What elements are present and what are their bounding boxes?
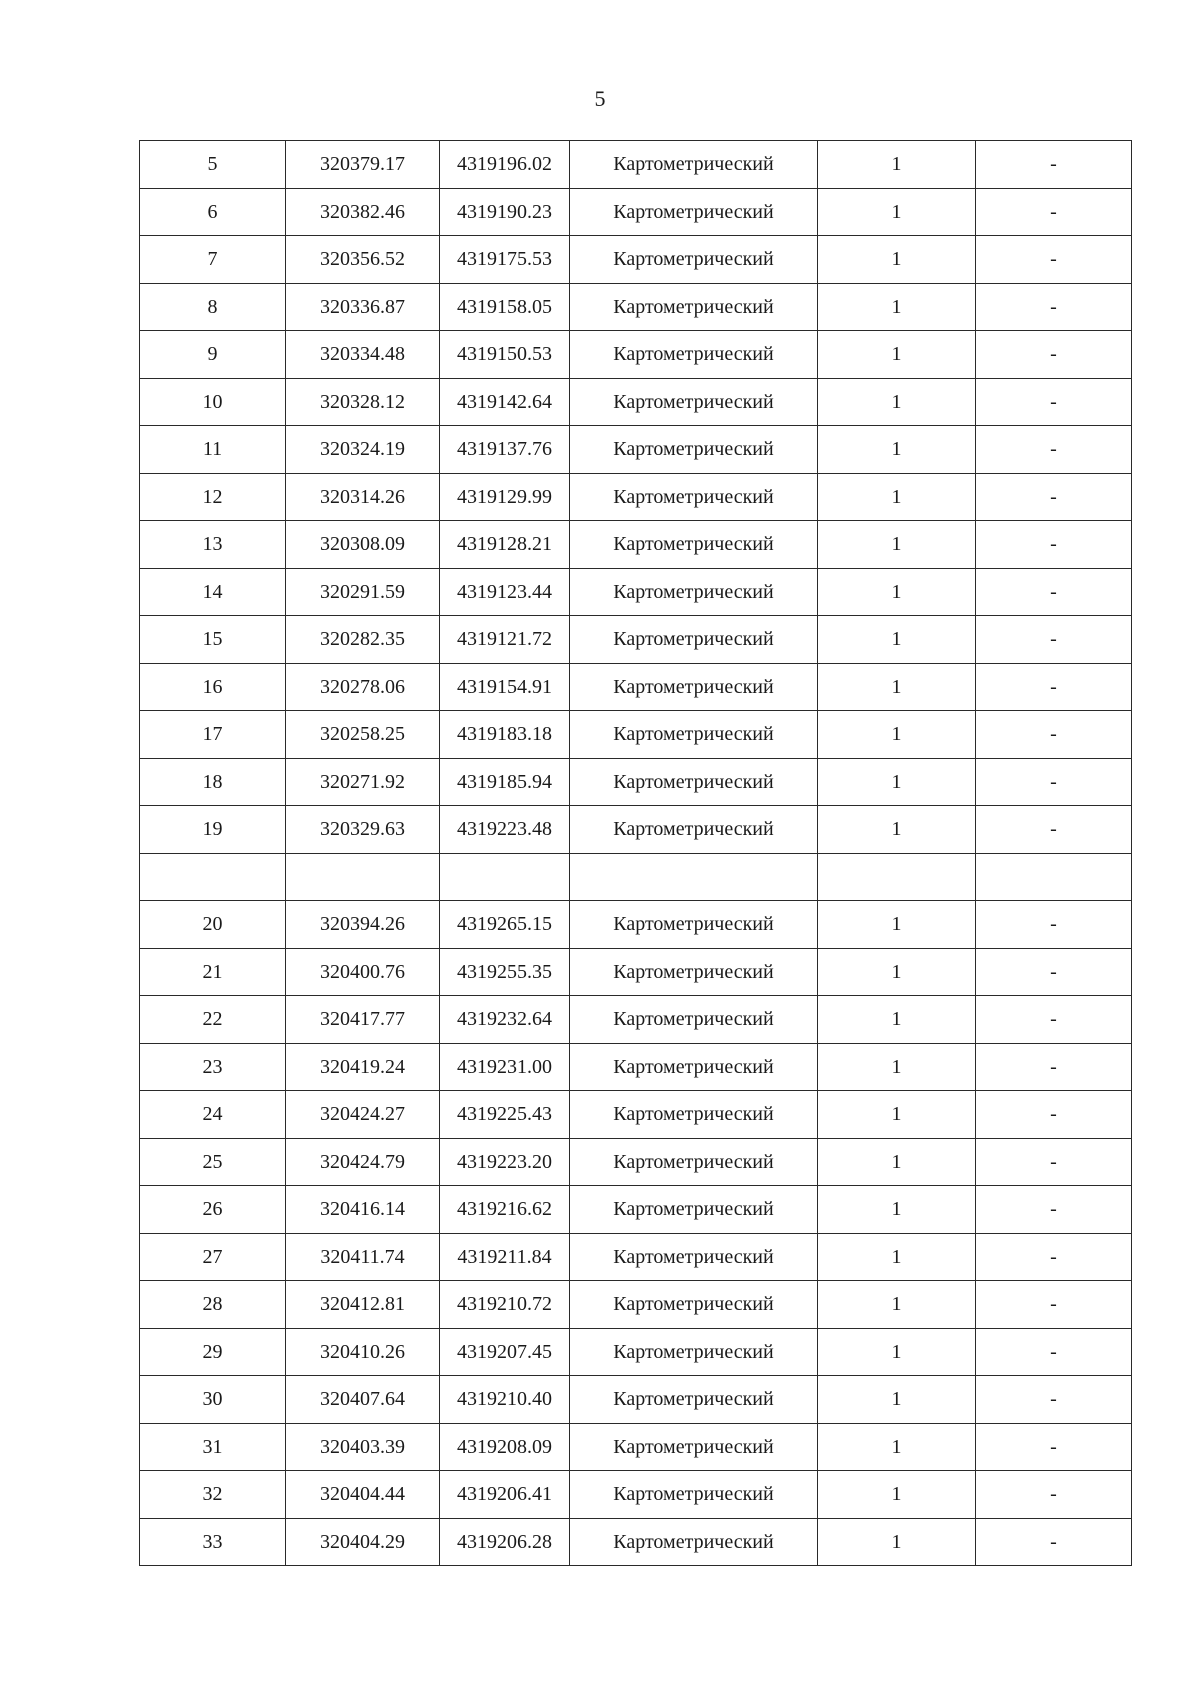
method-cell: Картометрический xyxy=(570,948,818,996)
description-cell: - xyxy=(976,806,1132,854)
point-number-cell xyxy=(140,853,286,901)
method-cell: Картометрический xyxy=(570,331,818,379)
accuracy-cell: 1 xyxy=(818,948,976,996)
x-coordinate-cell: 320282.35 xyxy=(286,616,440,664)
x-coordinate-cell: 320404.29 xyxy=(286,1518,440,1566)
point-number-cell: 25 xyxy=(140,1138,286,1186)
description-cell: - xyxy=(976,426,1132,474)
description-cell: - xyxy=(976,663,1132,711)
y-coordinate-cell: 4319210.40 xyxy=(440,1376,570,1424)
method-cell: Картометрический xyxy=(570,1281,818,1329)
y-coordinate-cell: 4319183.18 xyxy=(440,711,570,759)
point-number-cell: 13 xyxy=(140,521,286,569)
y-coordinate-cell xyxy=(440,853,570,901)
method-cell: Картометрический xyxy=(570,283,818,331)
x-coordinate-cell: 320394.26 xyxy=(286,901,440,949)
y-coordinate-cell: 4319216.62 xyxy=(440,1186,570,1234)
description-cell: - xyxy=(976,1376,1132,1424)
accuracy-cell xyxy=(818,853,976,901)
point-number-cell: 33 xyxy=(140,1518,286,1566)
x-coordinate-cell: 320291.59 xyxy=(286,568,440,616)
y-coordinate-cell: 4319137.76 xyxy=(440,426,570,474)
description-cell: - xyxy=(976,473,1132,521)
x-coordinate-cell xyxy=(286,853,440,901)
x-coordinate-cell: 320329.63 xyxy=(286,806,440,854)
point-number-cell: 18 xyxy=(140,758,286,806)
y-coordinate-cell: 4319225.43 xyxy=(440,1091,570,1139)
y-coordinate-cell: 4319196.02 xyxy=(440,141,570,189)
y-coordinate-cell: 4319128.21 xyxy=(440,521,570,569)
accuracy-cell: 1 xyxy=(818,1281,976,1329)
x-coordinate-cell: 320308.09 xyxy=(286,521,440,569)
y-coordinate-cell: 4319129.99 xyxy=(440,473,570,521)
y-coordinate-cell: 4319223.48 xyxy=(440,806,570,854)
table-row xyxy=(140,1091,1132,1139)
method-cell: Картометрический xyxy=(570,1138,818,1186)
point-number-cell: 10 xyxy=(140,378,286,426)
accuracy-cell: 1 xyxy=(818,426,976,474)
x-coordinate-cell: 320424.79 xyxy=(286,1138,440,1186)
accuracy-cell: 1 xyxy=(818,188,976,236)
table-row xyxy=(140,948,1132,996)
method-cell: Картометрический xyxy=(570,1091,818,1139)
table-row-empty xyxy=(140,853,1132,901)
accuracy-cell: 1 xyxy=(818,283,976,331)
point-number-cell: 21 xyxy=(140,948,286,996)
accuracy-cell: 1 xyxy=(818,1233,976,1281)
table-row xyxy=(140,806,1132,854)
method-cell: Картометрический xyxy=(570,996,818,1044)
description-cell: - xyxy=(976,1091,1132,1139)
accuracy-cell: 1 xyxy=(818,1328,976,1376)
y-coordinate-cell: 4319154.91 xyxy=(440,663,570,711)
table-row xyxy=(140,473,1132,521)
description-cell: - xyxy=(976,758,1132,806)
description-cell: - xyxy=(976,1328,1132,1376)
description-cell: - xyxy=(976,1138,1132,1186)
point-number-cell: 27 xyxy=(140,1233,286,1281)
table-row xyxy=(140,378,1132,426)
method-cell: Картометрический xyxy=(570,378,818,426)
accuracy-cell: 1 xyxy=(818,378,976,426)
method-cell: Картометрический xyxy=(570,1233,818,1281)
method-cell: Картометрический xyxy=(570,1423,818,1471)
y-coordinate-cell: 4319210.72 xyxy=(440,1281,570,1329)
table-row xyxy=(140,1186,1132,1234)
x-coordinate-cell: 320410.26 xyxy=(286,1328,440,1376)
table-row xyxy=(140,663,1132,711)
point-number-cell: 9 xyxy=(140,331,286,379)
point-number-cell: 5 xyxy=(140,141,286,189)
point-number-cell: 31 xyxy=(140,1423,286,1471)
method-cell: Картометрический xyxy=(570,1471,818,1519)
accuracy-cell: 1 xyxy=(818,1043,976,1091)
method-cell: Картометрический xyxy=(570,1328,818,1376)
description-cell: - xyxy=(976,711,1132,759)
y-coordinate-cell: 4319121.72 xyxy=(440,616,570,664)
table-row xyxy=(140,1233,1132,1281)
table-row xyxy=(140,331,1132,379)
point-number-cell: 8 xyxy=(140,283,286,331)
method-cell: Картометрический xyxy=(570,473,818,521)
description-cell xyxy=(976,853,1132,901)
table-row xyxy=(140,1281,1132,1329)
x-coordinate-cell: 320407.64 xyxy=(286,1376,440,1424)
table-row xyxy=(140,1043,1132,1091)
y-coordinate-cell: 4319190.23 xyxy=(440,188,570,236)
accuracy-cell: 1 xyxy=(818,1091,976,1139)
description-cell: - xyxy=(976,378,1132,426)
accuracy-cell: 1 xyxy=(818,236,976,284)
description-cell: - xyxy=(976,1233,1132,1281)
table-row xyxy=(140,283,1132,331)
y-coordinate-cell: 4319207.45 xyxy=(440,1328,570,1376)
table-row xyxy=(140,426,1132,474)
y-coordinate-cell: 4319208.09 xyxy=(440,1423,570,1471)
description-cell: - xyxy=(976,996,1132,1044)
point-number-cell: 30 xyxy=(140,1376,286,1424)
page-number: 5 xyxy=(594,86,606,111)
y-coordinate-cell: 4319206.41 xyxy=(440,1471,570,1519)
x-coordinate-cell: 320271.92 xyxy=(286,758,440,806)
point-number-cell: 17 xyxy=(140,711,286,759)
method-cell: Картометрический xyxy=(570,616,818,664)
method-cell: Картометрический xyxy=(570,1376,818,1424)
accuracy-cell: 1 xyxy=(818,1518,976,1566)
table-row xyxy=(140,1376,1132,1424)
accuracy-cell: 1 xyxy=(818,663,976,711)
description-cell: - xyxy=(976,331,1132,379)
y-coordinate-cell: 4319123.44 xyxy=(440,568,570,616)
point-number-cell: 6 xyxy=(140,188,286,236)
table-row xyxy=(140,1328,1132,1376)
x-coordinate-cell: 320379.17 xyxy=(286,141,440,189)
point-number-cell: 26 xyxy=(140,1186,286,1234)
point-number-cell: 24 xyxy=(140,1091,286,1139)
accuracy-cell: 1 xyxy=(818,568,976,616)
method-cell: Картометрический xyxy=(570,806,818,854)
method-cell: Картометрический xyxy=(570,1518,818,1566)
accuracy-cell: 1 xyxy=(818,1186,976,1234)
method-cell: Картометрический xyxy=(570,901,818,949)
point-number-cell: 28 xyxy=(140,1281,286,1329)
y-coordinate-cell: 4319255.35 xyxy=(440,948,570,996)
point-number-cell: 29 xyxy=(140,1328,286,1376)
point-number-cell: 11 xyxy=(140,426,286,474)
coordinates-table-body xyxy=(140,141,1132,1566)
x-coordinate-cell: 320334.48 xyxy=(286,331,440,379)
accuracy-cell: 1 xyxy=(818,521,976,569)
description-cell: - xyxy=(976,1423,1132,1471)
table-row xyxy=(140,1518,1132,1566)
x-coordinate-cell: 320382.46 xyxy=(286,188,440,236)
table-row xyxy=(140,1423,1132,1471)
x-coordinate-cell: 320404.44 xyxy=(286,1471,440,1519)
point-number-cell: 7 xyxy=(140,236,286,284)
method-cell: Картометрический xyxy=(570,521,818,569)
y-coordinate-cell: 4319175.53 xyxy=(440,236,570,284)
accuracy-cell: 1 xyxy=(818,806,976,854)
y-coordinate-cell: 4319231.00 xyxy=(440,1043,570,1091)
accuracy-cell: 1 xyxy=(818,711,976,759)
accuracy-cell: 1 xyxy=(818,616,976,664)
x-coordinate-cell: 320328.12 xyxy=(286,378,440,426)
description-cell: - xyxy=(976,141,1132,189)
description-cell: - xyxy=(976,236,1132,284)
x-coordinate-cell: 320412.81 xyxy=(286,1281,440,1329)
description-cell: - xyxy=(976,1043,1132,1091)
accuracy-cell: 1 xyxy=(818,141,976,189)
table-row xyxy=(140,568,1132,616)
method-cell: Картометрический xyxy=(570,236,818,284)
method-cell: Картометрический xyxy=(570,1186,818,1234)
y-coordinate-cell: 4319211.84 xyxy=(440,1233,570,1281)
y-coordinate-cell: 4319150.53 xyxy=(440,331,570,379)
method-cell xyxy=(570,853,818,901)
description-cell: - xyxy=(976,1471,1132,1519)
point-number-cell: 16 xyxy=(140,663,286,711)
accuracy-cell: 1 xyxy=(818,331,976,379)
table-row xyxy=(140,141,1132,189)
method-cell: Картометрический xyxy=(570,663,818,711)
table-row xyxy=(140,711,1132,759)
y-coordinate-cell: 4319185.94 xyxy=(440,758,570,806)
accuracy-cell: 1 xyxy=(818,901,976,949)
y-coordinate-cell: 4319206.28 xyxy=(440,1518,570,1566)
x-coordinate-cell: 320278.06 xyxy=(286,663,440,711)
y-coordinate-cell: 4319265.15 xyxy=(440,901,570,949)
description-cell: - xyxy=(976,1281,1132,1329)
table-row xyxy=(140,996,1132,1044)
method-cell: Картометрический xyxy=(570,1043,818,1091)
point-number-cell: 19 xyxy=(140,806,286,854)
x-coordinate-cell: 320419.24 xyxy=(286,1043,440,1091)
description-cell: - xyxy=(976,568,1132,616)
x-coordinate-cell: 320258.25 xyxy=(286,711,440,759)
method-cell: Картометрический xyxy=(570,758,818,806)
accuracy-cell: 1 xyxy=(818,996,976,1044)
description-cell: - xyxy=(976,616,1132,664)
accuracy-cell: 1 xyxy=(818,473,976,521)
table-row xyxy=(140,1471,1132,1519)
y-coordinate-cell: 4319232.64 xyxy=(440,996,570,1044)
point-number-cell: 23 xyxy=(140,1043,286,1091)
x-coordinate-cell: 320411.74 xyxy=(286,1233,440,1281)
y-coordinate-cell: 4319223.20 xyxy=(440,1138,570,1186)
coordinates-table xyxy=(139,140,1132,1566)
table-row xyxy=(140,188,1132,236)
table-row xyxy=(140,521,1132,569)
accuracy-cell: 1 xyxy=(818,1471,976,1519)
point-number-cell: 22 xyxy=(140,996,286,1044)
method-cell: Картометрический xyxy=(570,188,818,236)
table-row xyxy=(140,901,1132,949)
table-row xyxy=(140,616,1132,664)
accuracy-cell: 1 xyxy=(818,1138,976,1186)
method-cell: Картометрический xyxy=(570,141,818,189)
table-row xyxy=(140,758,1132,806)
description-cell: - xyxy=(976,948,1132,996)
x-coordinate-cell: 320417.77 xyxy=(286,996,440,1044)
table-row xyxy=(140,1138,1132,1186)
x-coordinate-cell: 320314.26 xyxy=(286,473,440,521)
y-coordinate-cell: 4319158.05 xyxy=(440,283,570,331)
description-cell: - xyxy=(976,188,1132,236)
method-cell: Картометрический xyxy=(570,711,818,759)
accuracy-cell: 1 xyxy=(818,758,976,806)
x-coordinate-cell: 320424.27 xyxy=(286,1091,440,1139)
accuracy-cell: 1 xyxy=(818,1376,976,1424)
description-cell: - xyxy=(976,901,1132,949)
point-number-cell: 20 xyxy=(140,901,286,949)
point-number-cell: 14 xyxy=(140,568,286,616)
point-number-cell: 15 xyxy=(140,616,286,664)
description-cell: - xyxy=(976,1518,1132,1566)
description-cell: - xyxy=(976,283,1132,331)
description-cell: - xyxy=(976,1186,1132,1234)
x-coordinate-cell: 320400.76 xyxy=(286,948,440,996)
method-cell: Картометрический xyxy=(570,568,818,616)
y-coordinate-cell: 4319142.64 xyxy=(440,378,570,426)
accuracy-cell: 1 xyxy=(818,1423,976,1471)
point-number-cell: 12 xyxy=(140,473,286,521)
description-cell: - xyxy=(976,521,1132,569)
x-coordinate-cell: 320403.39 xyxy=(286,1423,440,1471)
x-coordinate-cell: 320336.87 xyxy=(286,283,440,331)
x-coordinate-cell: 320324.19 xyxy=(286,426,440,474)
point-number-cell: 32 xyxy=(140,1471,286,1519)
table-row xyxy=(140,236,1132,284)
x-coordinate-cell: 320356.52 xyxy=(286,236,440,284)
x-coordinate-cell: 320416.14 xyxy=(286,1186,440,1234)
method-cell: Картометрический xyxy=(570,426,818,474)
